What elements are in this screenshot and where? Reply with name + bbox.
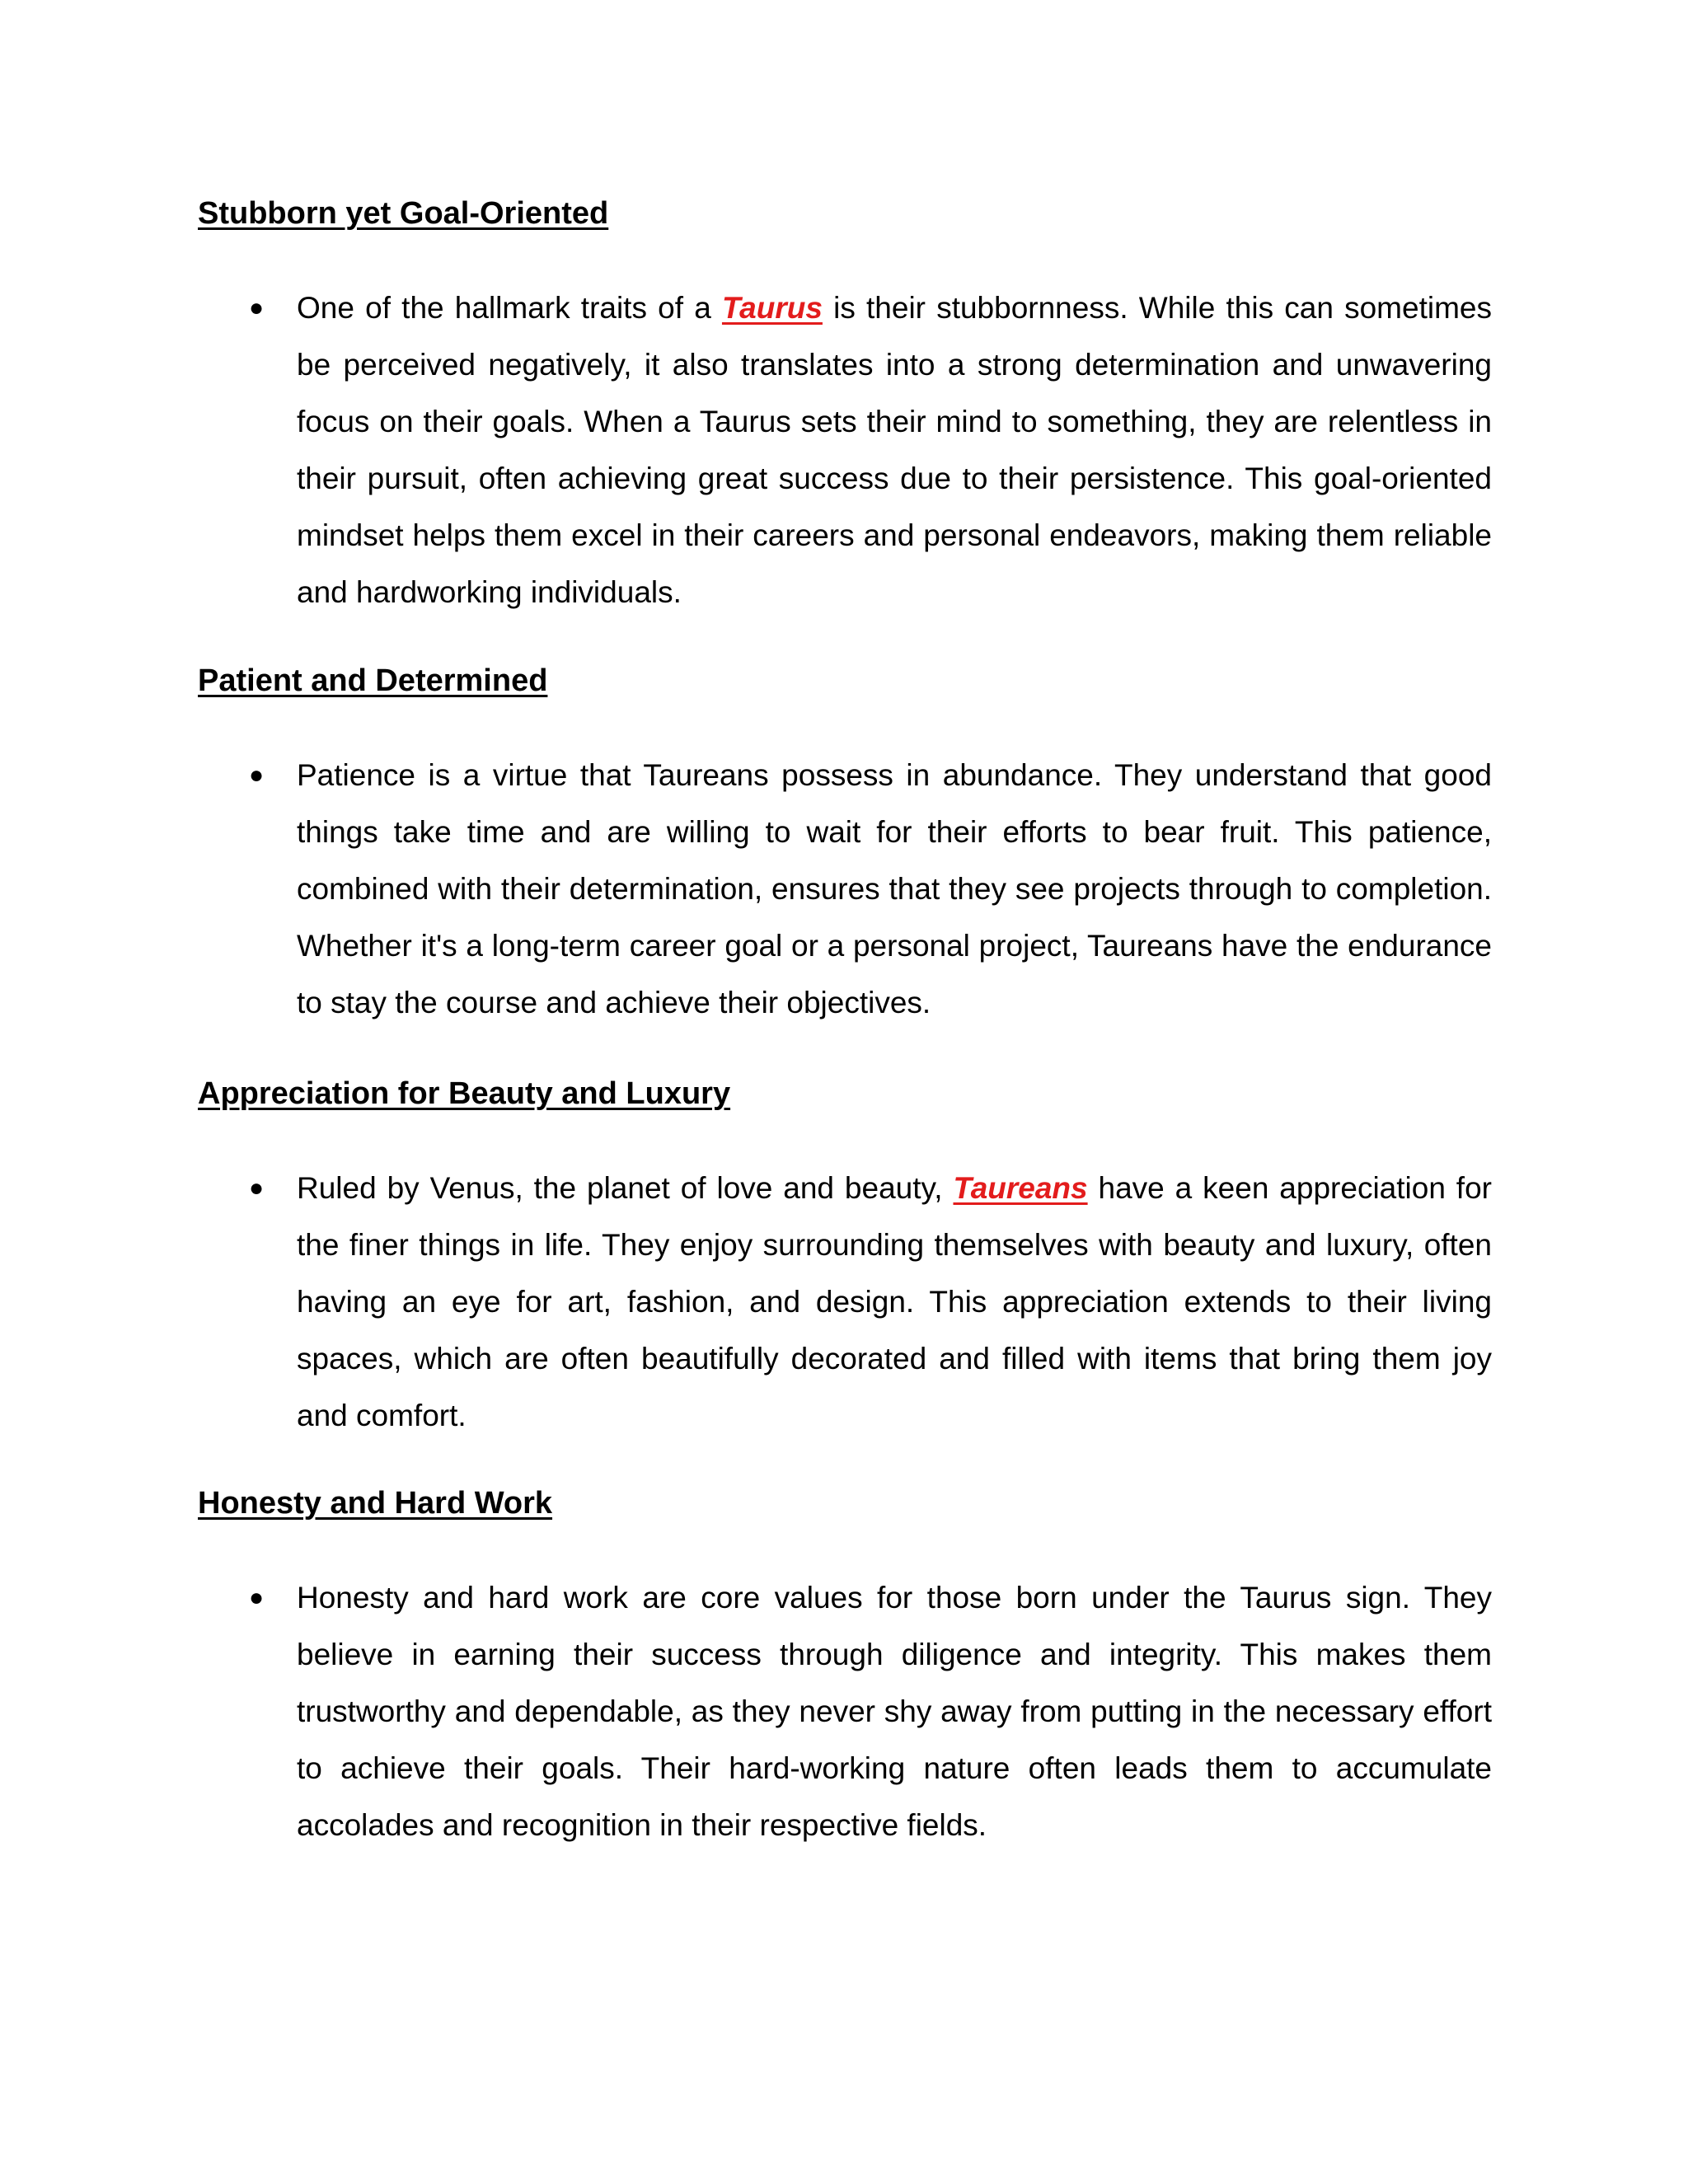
bullet-paragraph [297, 1160, 1492, 1444]
bullet-item [198, 1569, 1492, 1854]
bullet-icon: ● [249, 762, 265, 789]
bullet-paragraph [297, 279, 1492, 621]
bullet-item [198, 747, 1492, 1031]
bullet-paragraph: Honesty and hard work are core values for those born under the Taurus sign. They believe in earning their success through diligence and integrity. This makes them trustworthy and dependable, as they never shy away from putting in the necessary effort to achieve their goals. Their hard-working nature often leads them to accumulate accolades and recognition in their respective fields. [297, 1581, 1492, 1842]
bullet-item [198, 279, 1492, 621]
paragraph-text-rest: have a keen appreciation for the finer things in life. They enjoy surrounding themselves with beauty and luxury, often having an eye for art, fashion, and design. This appreciation extends to their living spaces, which are often beautifully decorated and filled with items that bring them joy and comfort. [297, 1171, 1492, 1432]
paragraph-text-rest: is their stubbornness. While this can sometimes be perceived negatively, it also translates into a strong determination and unwavering focus on their goals. When a Taurus sets their mind to something, they are relentless in their pursuit, often achieving great success due to their persistence. This goal-oriented mindset helps them excel in their careers and personal endeavors, making them reliable and hardworking individuals. [297, 291, 1492, 609]
section-heading: Patient and Determined [198, 663, 548, 698]
paragraph-text-start: One of the hallmark traits of a [297, 291, 722, 325]
section-heading: Stubborn yet Goal-Oriented [198, 196, 609, 231]
section-appreciation-beauty-luxury [198, 1075, 1492, 1444]
section-honesty-hard-work [198, 1484, 1492, 1854]
taureans-link[interactable]: Taureans [953, 1171, 1088, 1205]
taurus-link[interactable]: Taurus [721, 291, 823, 325]
section-stubborn-goal-oriented [198, 194, 1492, 621]
bullet-icon: ● [249, 1584, 265, 1611]
section-patient-determined [198, 662, 1492, 1031]
section-heading: Appreciation for Beauty and Luxury [198, 1076, 731, 1111]
paragraph-text-start: Ruled by Venus, the planet of love and beauty, [297, 1171, 954, 1205]
section-heading: Honesty and Hard Work [198, 1486, 553, 1521]
bullet-icon: ● [249, 294, 265, 321]
bullet-paragraph: Patience is a virtue that Taureans possess in abundance. They understand that good things take time and are willing to wait for their efforts to bear fruit. This patience, combined with their determination, ensures that they see projects through to completion. Whether it's a long-term career goal or a personal project, Taureans have the endurance to stay the course and achieve their objectives. [297, 758, 1492, 1019]
bullet-icon: ● [249, 1174, 265, 1202]
bullet-item [198, 1160, 1492, 1444]
